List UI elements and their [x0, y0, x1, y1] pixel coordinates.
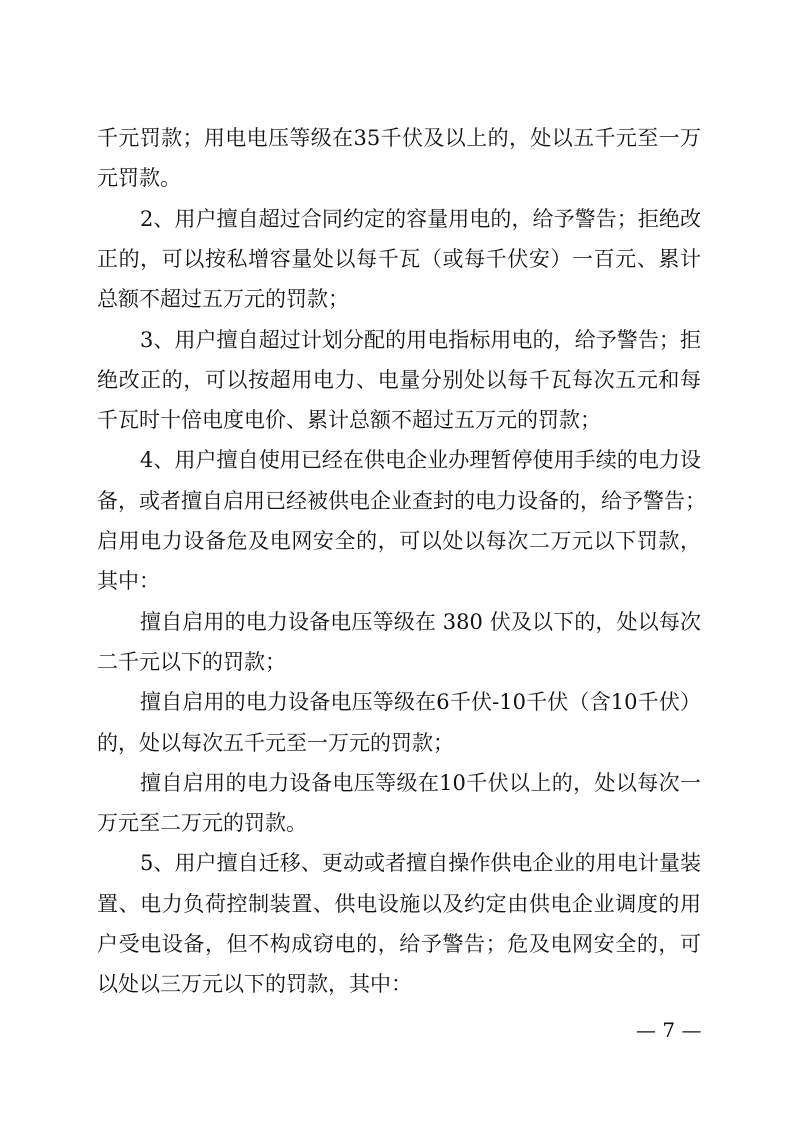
paragraph-line: 启用电力设备危及电网安全的，可以处以每次二万元以下罚款， [97, 529, 701, 553]
paragraph-line: 的，处以每次五千元至一万元的罚款； [97, 730, 454, 755]
paragraph-line: 万元至二万元的罚款。 [97, 811, 307, 836]
paragraph-first-line: 3、用户擅自超过计划分配的用电指标用电的，给予警告；拒 [140, 327, 701, 352]
paragraph-first-line: 4、用户擅自使用已经在供电企业办理暂停使用手续的电力设 [140, 448, 701, 473]
paragraph-line: 户受电设备，但不构成窃电的，给予警告；危及电网安全的，可 [97, 932, 701, 956]
paragraph-first-line: 2、用户擅自超过合同约定的容量用电的，给予警告；拒绝改 [140, 206, 701, 231]
paragraph-line: 备，或者擅自启用已经被供电企业查封的电力设备的，给予警告； [97, 488, 706, 513]
paragraph-line: 二千元以下的罚款； [97, 649, 286, 674]
paragraph-first-line: 擅自启用的电力设备电压等级在 380 伏及以下的，处以每次 [140, 609, 701, 634]
paragraph-line: 绝改正的，可以按超用电力、电量分别处以每千瓦每次五元和每 [97, 367, 701, 392]
paragraph-line: 正的，可以按私增容量处以每千瓦（或每千伏安）一百元、累计 [97, 246, 701, 271]
paragraph-line: 千瓦时十倍电度电价、累计总额不超过五万元的罚款； [97, 408, 601, 433]
paragraph-line: 千元罚款；用电电压等级在35千伏及以上的，处以五千元至一万 [97, 126, 701, 150]
paragraph-line: 置、电力负荷控制装置、供电设施以及约定由供电企业调度的用 [97, 891, 701, 916]
paragraph-line: 元罚款。 [97, 166, 181, 191]
page-number: — 7 — [636, 1018, 702, 1042]
paragraph-first-line: 5、用户擅自迁移、更动或者擅自操作供电企业的用电计量装 [140, 851, 701, 876]
paragraph-first-line: 擅自启用的电力设备电压等级在10千伏以上的，处以每次一 [140, 770, 701, 795]
paragraph-line: 以处以三万元以下的罚款，其中： [97, 972, 412, 997]
paragraph-first-line: 擅自启用的电力设备电压等级在6千伏-10千伏（含10千伏） [140, 690, 701, 715]
paragraph-line: 其中： [97, 569, 160, 594]
paragraph-line: 总额不超过五万元的罚款； [97, 287, 349, 312]
